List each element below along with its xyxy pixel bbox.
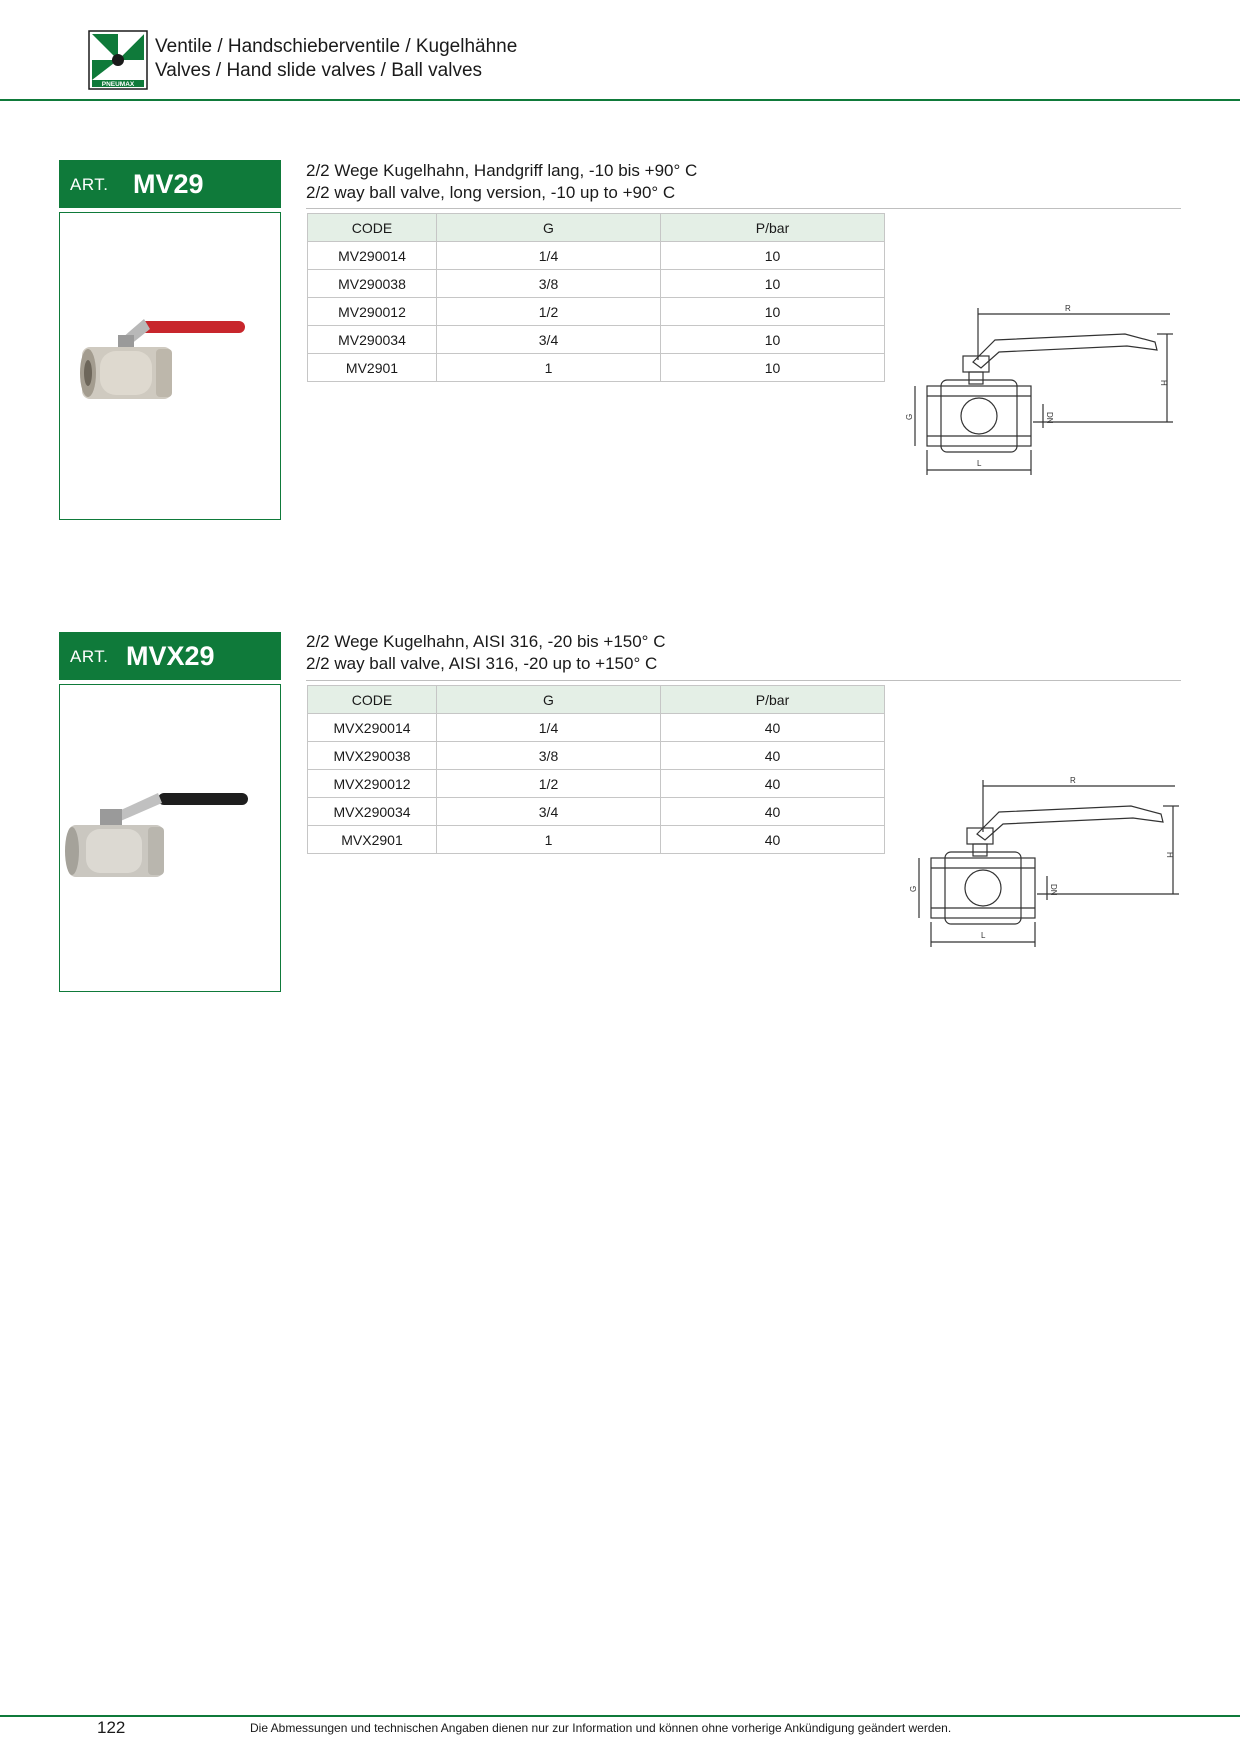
footer-disclaimer: Die Abmessungen und technischen Angaben dienen nur zur Information und können ohne vorherige Ankündigung geändert werden.: [250, 1721, 952, 1735]
article-label: [59, 632, 281, 680]
spec-table: [307, 685, 885, 854]
dimension-label-l: L: [977, 459, 982, 468]
table-row: [308, 298, 885, 326]
table-row: [308, 326, 885, 354]
handle: [158, 793, 248, 805]
table-header-row: [308, 686, 885, 714]
description-divider: [306, 208, 1181, 209]
cell-pressure: 10: [661, 298, 885, 326]
cell-code: MVX290012: [308, 770, 437, 798]
table-row: [308, 242, 885, 270]
column-header-code: CODE: [308, 214, 437, 242]
description-de: 2/2 Wege Kugelhahn, Handgriff lang, -10 bis +90° C: [306, 161, 698, 180]
header-title-de: Ventile / Handschieberventile / Kugelhähne: [155, 36, 518, 57]
article-prefix: ART.: [70, 647, 109, 666]
cell-code: MV290012: [308, 298, 437, 326]
dimension-label-h: H: [1165, 852, 1174, 858]
table-row: [308, 742, 885, 770]
cell-g: 1: [437, 826, 661, 854]
cell-pressure: 10: [661, 326, 885, 354]
cell-code: MVX290014: [308, 714, 437, 742]
cell-g: 3/4: [437, 326, 661, 354]
product-photo: [59, 684, 281, 992]
article-prefix: ART.: [70, 175, 109, 194]
table-row: [308, 354, 885, 382]
cell-code: MV290014: [308, 242, 437, 270]
cell-pressure: 10: [661, 354, 885, 382]
page-number: 122: [97, 1718, 126, 1737]
cell-pressure: 40: [661, 826, 885, 854]
column-header-g: G: [437, 686, 661, 714]
table-row: [308, 714, 885, 742]
dimension-label-dn: DN: [1045, 412, 1054, 424]
description-en: 2/2 way ball valve, AISI 316, -20 up to +150° C: [306, 654, 658, 673]
table-header-row: [308, 214, 885, 242]
column-header-g: G: [437, 214, 661, 242]
cell-code: MVX290038: [308, 742, 437, 770]
product-description: [306, 160, 697, 204]
cell-pressure: 40: [661, 770, 885, 798]
cell-g: 3/4: [437, 798, 661, 826]
description-divider: [306, 680, 1181, 681]
cell-pressure: 10: [661, 242, 885, 270]
column-header-code: CODE: [308, 686, 437, 714]
description-en: 2/2 way ball valve, long version, -10 up to +90° C: [306, 183, 676, 202]
table-row: [308, 826, 885, 854]
handle: [140, 321, 245, 333]
logo-text: PNEUMAX: [101, 81, 135, 88]
column-header-pressure: P/bar: [661, 686, 885, 714]
cell-pressure: 10: [661, 270, 885, 298]
cell-g: 3/8: [437, 270, 661, 298]
dimension-label-h: H: [1159, 380, 1168, 386]
table-row: [308, 798, 885, 826]
dimension-label-g: G: [909, 885, 918, 892]
cell-pressure: 40: [661, 798, 885, 826]
dimension-label-l: L: [981, 931, 986, 940]
technical-drawing: [895, 772, 1185, 957]
cell-pressure: 40: [661, 714, 885, 742]
table-row: [308, 270, 885, 298]
dimension-label-r: R: [1065, 304, 1071, 313]
technical-drawing: [895, 300, 1185, 485]
cell-code: MVX2901: [308, 826, 437, 854]
dimension-label-g: G: [905, 413, 914, 420]
cell-pressure: 40: [661, 742, 885, 770]
footer-divider: [0, 1715, 1240, 1717]
cell-g: 1/2: [437, 770, 661, 798]
dimension-label-r: R: [1070, 776, 1076, 785]
cell-code: MV290034: [308, 326, 437, 354]
product-photo: [59, 212, 281, 520]
cell-g: 1/2: [437, 298, 661, 326]
header-divider: [0, 99, 1240, 101]
description-de: 2/2 Wege Kugelhahn, AISI 316, -20 bis +150° C: [306, 632, 666, 651]
cell-g: 1/4: [437, 242, 661, 270]
article-label: [59, 160, 281, 208]
header-title: [155, 35, 517, 83]
cell-g: 1: [437, 354, 661, 382]
article-code: MV29: [133, 169, 204, 199]
table-row: [308, 770, 885, 798]
cell-g: 3/8: [437, 742, 661, 770]
cell-code: MVX290034: [308, 798, 437, 826]
cell-g: 1/4: [437, 714, 661, 742]
cell-code: MV290038: [308, 270, 437, 298]
header-title-en: Valves / Hand slide valves / Ball valves: [155, 60, 483, 81]
spec-table: [307, 213, 885, 382]
cell-code: MV2901: [308, 354, 437, 382]
pneumax-logo: [88, 30, 148, 90]
article-code: MVX29: [126, 641, 215, 671]
column-header-pressure: P/bar: [661, 214, 885, 242]
dimension-label-dn: DN: [1049, 884, 1058, 896]
product-description: [306, 631, 665, 675]
